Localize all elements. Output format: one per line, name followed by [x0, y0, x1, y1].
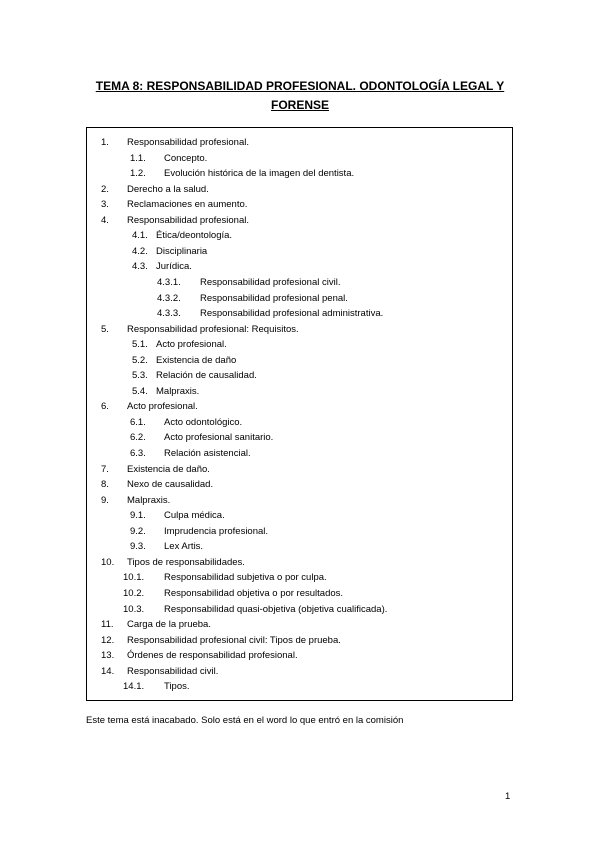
toc-item-text: Tipos de responsabilidades.: [127, 556, 245, 568]
toc-item-text: Ética/deontología.: [156, 230, 233, 242]
toc-item-number: 14.: [101, 665, 115, 677]
page-number: 1: [505, 791, 511, 802]
document-title: [80, 77, 520, 115]
toc-item-number: 6.3.: [130, 448, 146, 459]
title-line-2: FORENSE: [270, 98, 329, 112]
toc-item-text: Responsabilidad subjetiva o por culpa.: [164, 572, 327, 584]
toc-item-text: Existencia de daño.: [127, 463, 210, 475]
toc-item-text: Responsabilidad profesional administrativa.: [200, 308, 384, 320]
toc-item-number: 3.: [101, 199, 109, 211]
toc-item-number: 10.: [101, 556, 115, 568]
toc-item-text: Responsabilidad profesional.: [127, 214, 249, 226]
toc-item-number: 5.2.: [132, 354, 148, 366]
toc-item-number: 1.1.: [130, 152, 146, 164]
toc-item-text: Disciplinaria: [156, 245, 208, 257]
toc-item-number: 4.: [101, 214, 109, 226]
toc-item-text: Existencia de daño: [156, 354, 237, 366]
toc-item-number: 5.1.: [132, 339, 148, 351]
toc-item-number: 9.3.: [130, 541, 146, 553]
toc-item-number: 4.3.1.: [157, 276, 181, 288]
toc-item-text: Acto profesional.: [156, 339, 227, 351]
toc-item-number: 14.1.: [123, 681, 145, 693]
toc-item-number: 7.: [101, 463, 109, 475]
toc-item-number: 6.1.: [130, 416, 146, 428]
toc-item-text: Imprudencia profesional.: [164, 525, 269, 537]
toc-item-number: 5.3.: [132, 370, 148, 382]
toc-item-text: Culpa médica.: [164, 510, 225, 522]
toc-item-number: 6.2.: [130, 432, 146, 444]
toc-item-text: Malpraxis.: [156, 385, 200, 397]
toc-item-text: Responsabilidad quasi-objetiva (objetiva cualificada).: [164, 603, 388, 615]
toc-item-number: 4.2.: [132, 245, 148, 257]
toc-item-text: Acto profesional.: [127, 401, 198, 413]
toc-item-number: 5.4.: [132, 385, 148, 397]
toc-item-number: 2.: [101, 183, 109, 195]
toc-item-text: Malpraxis.: [127, 494, 171, 506]
toc-item-text: Responsabilidad civil.: [127, 665, 219, 677]
toc-item-text: Tipos.: [164, 681, 190, 693]
toc-item-number: 5.: [101, 323, 109, 335]
toc-item-number: 1.2.: [130, 168, 146, 180]
toc-item-text: Relación asistencial.: [164, 448, 251, 459]
note-text: Este tema está inacabado. Solo está en el word lo que entró en la comisión: [86, 715, 404, 726]
toc-item-text: Concepto.: [164, 152, 208, 164]
toc-item-number: 10.2.: [123, 587, 145, 599]
toc-item-number: 6.: [101, 401, 109, 413]
toc-item-text: Evolución histórica de la imagen del dentista.: [164, 168, 355, 180]
title-line-1: TEMA 8: RESPONSABILIDAD PROFESIONAL. ODONTOLOGÍA LEGAL Y: [95, 79, 505, 93]
toc-item-text: Jurídica.: [156, 261, 192, 273]
toc-item-text: Responsabilidad profesional.: [127, 137, 249, 148]
toc-item-number: 1.: [101, 137, 109, 148]
table-of-contents: [86, 127, 513, 701]
toc-item-text: Órdenes de responsabilidad profesional.: [127, 650, 298, 662]
toc-item-text: Reclamaciones en aumento.: [127, 199, 248, 211]
toc-item-text: Responsabilidad objetiva o por resultados.: [164, 587, 344, 599]
toc-item-text: Carga de la prueba.: [127, 619, 211, 631]
toc-item-number: 10.1.: [123, 572, 145, 584]
toc-item-number: 8.: [101, 479, 109, 491]
toc-item-number: 9.2.: [130, 525, 146, 537]
toc-item-number: 4.3.2.: [157, 292, 181, 304]
toc-item-number: 9.1.: [130, 510, 146, 522]
toc-item-number: 11.: [101, 619, 114, 631]
toc-item-text: Lex Artis.: [164, 541, 204, 553]
toc-item-number: 12.: [101, 634, 115, 646]
toc-item-text: Acto profesional sanitario.: [164, 432, 274, 444]
toc-item-number: 4.3.: [132, 261, 148, 273]
toc-item-text: Responsabilidad profesional penal.: [200, 292, 348, 304]
toc-item-number: 9.: [101, 494, 109, 506]
toc-item-text: Acto odontológico.: [164, 416, 243, 428]
toc-item-number: 4.1.: [132, 230, 148, 242]
toc-item-text: Responsabilidad profesional civil.: [200, 276, 341, 288]
toc-item-text: Responsabilidad profesional civil: Tipos de prueba.: [127, 634, 341, 646]
toc-item-text: Derecho a la salud.: [127, 183, 209, 195]
toc-item-number: 13.: [101, 650, 115, 662]
toc-item-text: Responsabilidad profesional: Requisitos.: [127, 323, 299, 335]
toc-item-text: Relación de causalidad.: [156, 370, 257, 382]
toc-item-text: Nexo de causalidad.: [127, 479, 214, 491]
toc-item-number: 4.3.3.: [157, 308, 181, 320]
toc-item-number: 10.3.: [123, 603, 145, 615]
